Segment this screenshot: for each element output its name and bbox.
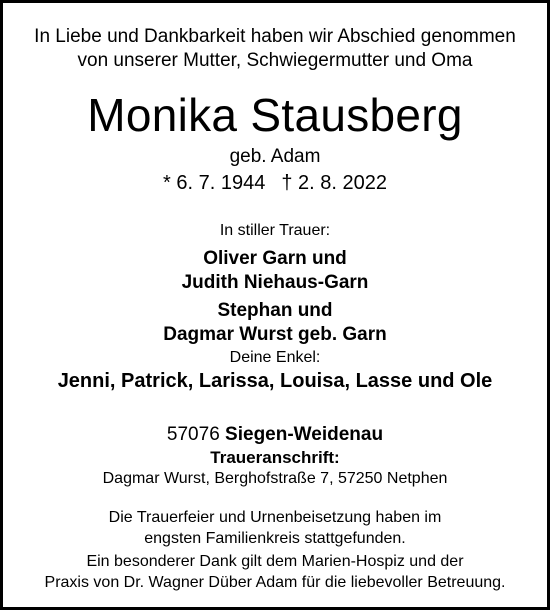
condolence-address: Dagmar Wurst, Berghofstraße 7, 57250 Netphen: [102, 470, 448, 487]
family-2-line-1: Stephan und: [217, 300, 333, 321]
grandchildren-heading: Deine Enkel:: [229, 349, 321, 366]
birth-date: * 6. 7. 1944: [163, 172, 266, 194]
thanks-note-line-2: Praxis von Dr. Wagner Düber Adam für die liebevoller Betreuung.: [44, 574, 506, 591]
condolence-address-heading: Traueranschrift:: [210, 448, 340, 467]
birth-name: geb. Adam: [229, 146, 321, 167]
ceremony-note-line-1: Die Trauerfeier und Urnenbeisetzung haben im: [108, 509, 442, 526]
location: [3, 424, 547, 446]
thanks-note-line-1: Ein besonderer Dank gilt dem Marien-Hospiz und der: [86, 553, 464, 570]
ceremony-note-line-2: engsten Familienkreis stattgefunden.: [144, 530, 406, 547]
mourners-heading: In stiller Trauer:: [219, 222, 331, 239]
family-1-line-2: Judith Niehaus-Garn: [181, 272, 369, 293]
grandchildren-names: Jenni, Patrick, Larissa, Louisa, Lasse und Ole: [57, 370, 493, 392]
deceased-name: Monika Stausberg: [87, 89, 463, 141]
postcode: 57076: [166, 424, 220, 445]
intro-line-1: In Liebe und Dankbarkeit haben wir Abschied genommen: [34, 26, 516, 47]
life-dates: [3, 172, 547, 195]
intro-line-2: von unserer Mutter, Schwiegermutter und Oma: [77, 50, 473, 71]
city: Siegen-Weidenau: [225, 424, 384, 445]
family-1-line-1: Oliver Garn und: [203, 248, 347, 269]
family-2-line-2: Dagmar Wurst geb. Garn: [163, 324, 387, 345]
death-date: † 2. 8. 2022: [281, 172, 387, 194]
